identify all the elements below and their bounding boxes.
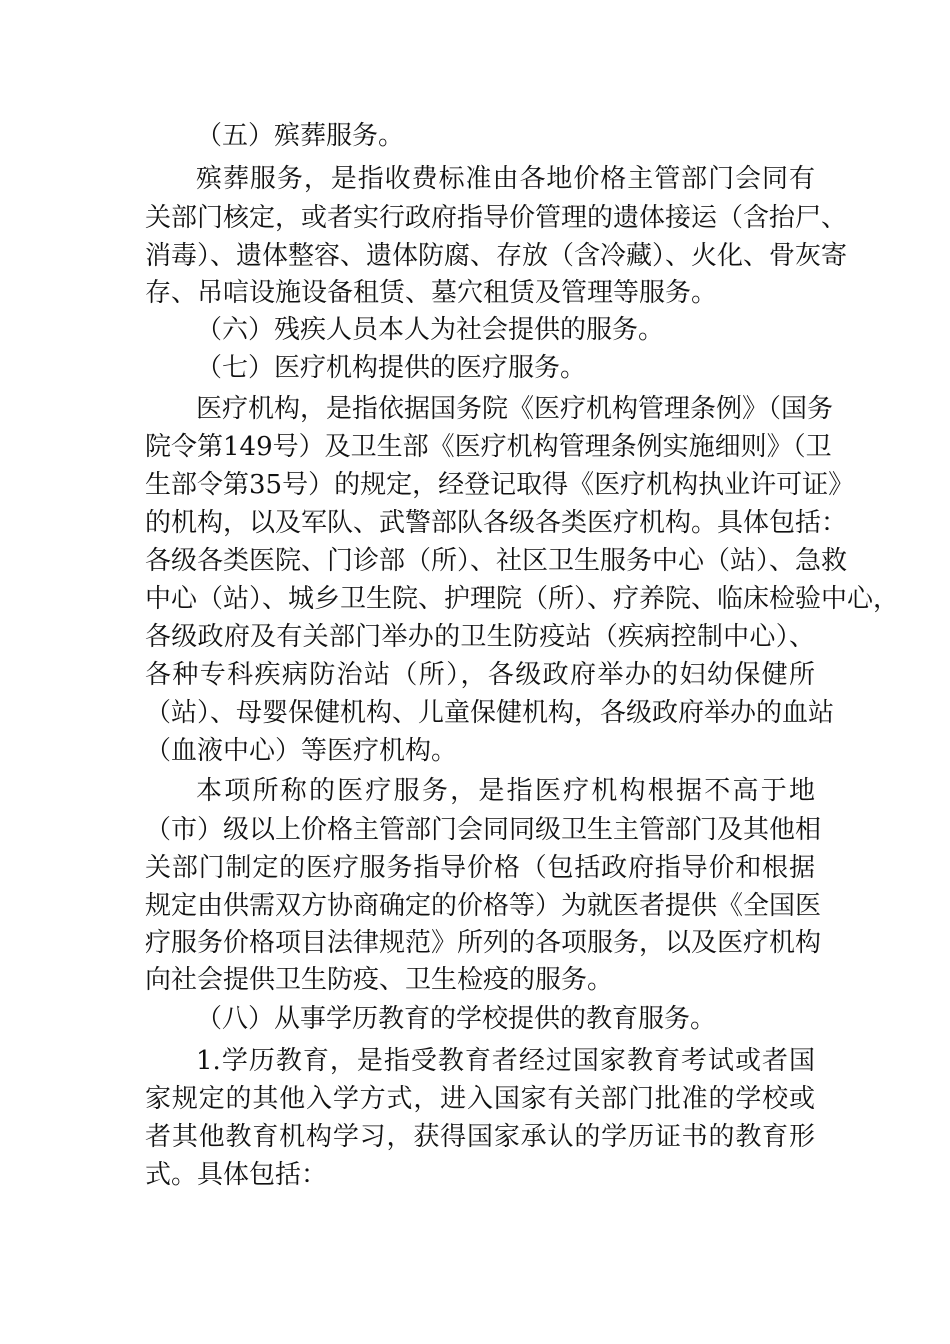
paragraph-line: 关部门制定的医疗服务指导价格（包括政府指导价和根据 [145, 853, 815, 883]
paragraph-line: 者其他教育机构学习，获得国家承认的学历证书的教育形 [145, 1122, 815, 1152]
paragraph-line: 医疗机构，是指依据国务院《医疗机构管理条例》（国务 [196, 394, 834, 424]
paragraph-line: 规定由供需双方协商确定的价格等）为就医者提供《全国医 [145, 891, 822, 921]
paragraph-line: 关部门核定，或者实行政府指导价管理的遗体接运（含抬尸、 [145, 203, 848, 233]
heading-five: （五）殡葬服务。 [196, 121, 405, 151]
paragraph-line: 院令第149号）及卫生部《医疗机构管理条例实施细则》（卫 [145, 432, 832, 462]
paragraph-line: 各级政府及有关部门举办的卫生防疫站（疾病控制中心）、 [145, 622, 815, 652]
paragraph-line: 中心（站）、城乡卫生院、护理院（所）、疗养院、临床检验中心， [145, 584, 900, 614]
paragraph-line: 疗服务价格项目法律规范》所列的各项服务，以及医疗机构 [145, 928, 822, 958]
paragraph-line: 各种专科疾病防治站（所），各级政府举办的妇幼保健所 [145, 660, 815, 690]
paragraph-line: 本项所称的医疗服务，是指医疗机构根据不高于地 [196, 776, 815, 806]
paragraph-line: 各级各类医院、门诊部（所）、社区卫生服务中心（站）、急救 [145, 546, 848, 576]
paragraph-line: 向社会提供卫生防疫、卫生检疫的服务。 [145, 965, 614, 995]
heading-seven: （七）医疗机构提供的医疗服务。 [196, 353, 587, 383]
paragraph-line: 殡葬服务，是指收费标准由各地价格主管部门会同有 [196, 164, 815, 194]
paragraph-line: （市）级以上价格主管部门会同同级卫生主管部门及其他相 [145, 815, 822, 845]
paragraph-line: 存、吊唁设施设备租赁、墓穴租赁及管理等服务。 [145, 278, 718, 308]
paragraph-line: 家规定的其他入学方式，进入国家有关部门批准的学校或 [145, 1084, 815, 1114]
paragraph-line: 1.学历教育，是指受教育者经过国家教育考试或者国 [196, 1046, 815, 1076]
paragraph-line: 生部令第35号）的规定，经登记取得《医疗机构执业许可证》 [145, 470, 855, 500]
paragraph-line: （站）、母婴保健机构、儿童保健机构，各级政府举办的血站 [145, 698, 835, 728]
heading-six: （六）残疾人员本人为社会提供的服务。 [196, 315, 665, 345]
paragraph-line: （血液中心）等医疗机构。 [145, 736, 458, 766]
paragraph-line: 式。具体包括： [145, 1160, 328, 1190]
paragraph-line: 的机构，以及军队、武警部队各级各类医疗机构。具体包括： [145, 508, 848, 538]
paragraph-line: 消毒）、遗体整容、遗体防腐、存放（含冷藏）、火化、骨灰寄 [145, 241, 848, 271]
heading-eight: （八）从事学历教育的学校提供的教育服务。 [196, 1004, 717, 1034]
